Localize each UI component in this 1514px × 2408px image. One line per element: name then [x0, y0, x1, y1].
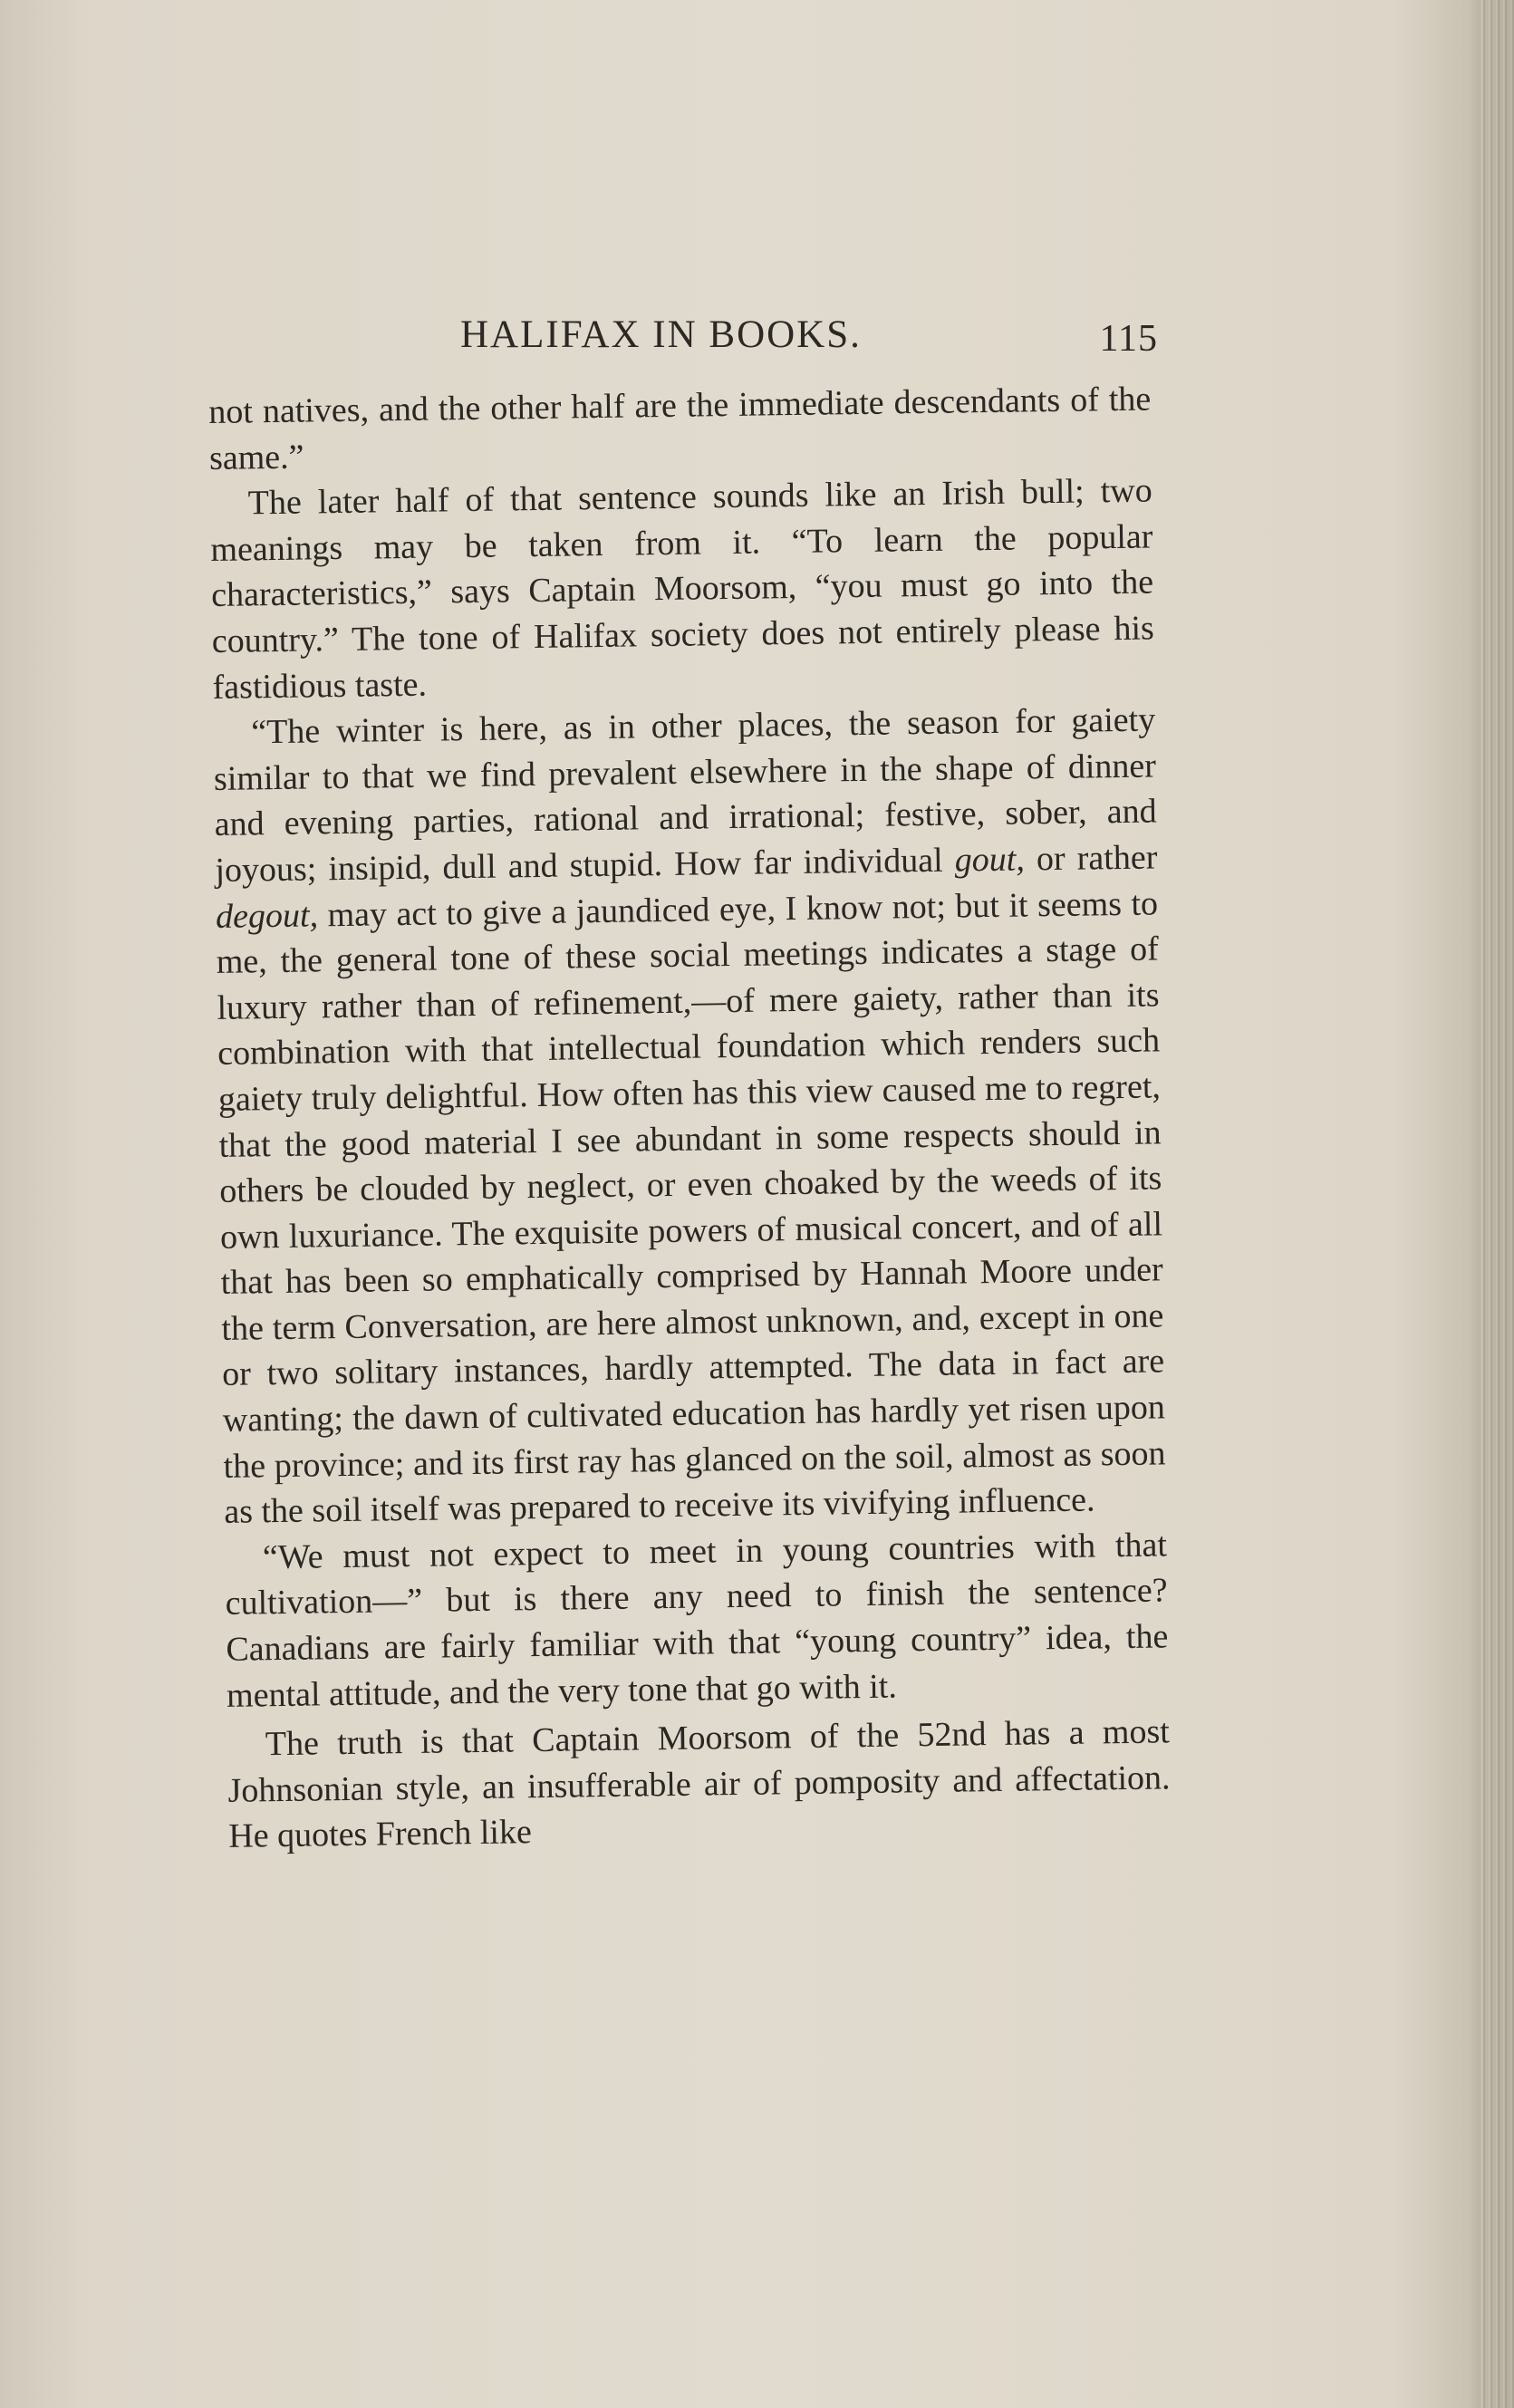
body-text — [208, 376, 1172, 1859]
paragraph-5: The truth is that Captain Moorsom of the 52nd has a most Johnsonian style, an insufferable air of pomposity and affectation. He quotes French like — [227, 1712, 1171, 1856]
paragraph-3-text-b: or rather — [1024, 838, 1158, 879]
paragraph-3-quotation — [213, 698, 1167, 1536]
running-title: HALIFAX IN BOOKS. — [460, 313, 862, 356]
paragraph-3-text-a: “The winter is here, as in other places, the season for gaiety similar to that we find prevalent elsewhere in the shape of dinner and evening parties, rational and irrational; festive, sober, and joyous; insipid, dull and stupid. How far individual — [213, 700, 1157, 890]
italic-word-gout: gout, — [954, 840, 1026, 880]
paragraph-4: “We must not expect to meet in young countries with that cultivation—” but is there any need to finish the sentence? Canadians are fairly familiar with that “young country” idea, the mental attitude, and the very tone that go with it. — [225, 1526, 1169, 1715]
running-header — [234, 313, 1158, 367]
page-number: 115 — [1099, 318, 1158, 360]
italic-word-degout: degout, — [215, 895, 319, 936]
paragraph-2: The later half of that sentence sounds like an Irish bull; two meanings may be taken from it. “To learn the popular characteristics,” says Captain Moorsom, “you must go into the country.” The tone of Halifax society does not entirely please his fastidious taste. — [210, 471, 1155, 707]
page-edge-shadow — [1480, 0, 1514, 2408]
paragraph-1: not natives, and the other half are the immediate descendants of the same.” — [208, 380, 1152, 477]
paragraph-3-text-c: may act to give a jaundiced eye, I know not; but it seems to me, the general tone of these social meetings indicates a stage of luxury rather than of refinement,—of mere gaiety, rather than its combination with that intellectual foundation which renders such gaiety truly delightful. How often has this view caused me to regret, that the good material I see abundant in some respects should in others be clouded by neglect, or even choaked by the weeds of its own luxuriance. The exquisite powers of musical concert, and of all that has been so emphatically comprised by Hannah Moore under the term Conversation, are here almost unknown, and, except in one or two solitary instances, hardly attempted. The data in fact are wanting; the dawn of cultivated education has hardly yet risen upon the province; and its first ray has glanced on the soil, almost as soon as the soil itself was prepared to receive its vivifying influence. — [216, 883, 1166, 1532]
